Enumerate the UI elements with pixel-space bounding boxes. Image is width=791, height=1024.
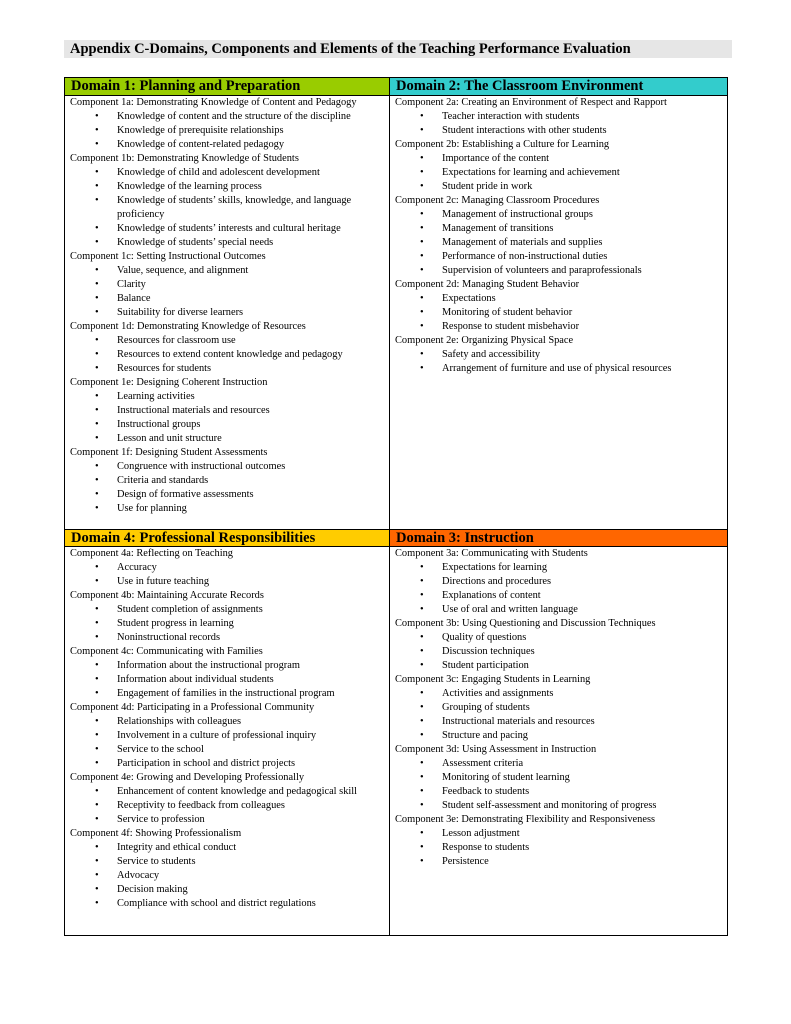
- element-item: • Monitoring of student learning: [395, 771, 723, 785]
- domain2-body: [390, 96, 727, 529]
- element-item: • Knowledge of students’ skills, knowledge, and language proficiency: [70, 194, 385, 222]
- element-item: • Service to students: [70, 855, 385, 869]
- component-heading: Component 1a: Demonstrating Knowledge of Content and Pedagogy: [70, 97, 357, 108]
- element-item: • Value, sequence, and alignment: [70, 264, 385, 278]
- component-heading: Component 4b: Maintaining Accurate Records: [70, 590, 264, 601]
- element-list: [395, 208, 723, 278]
- domain1-cell: [65, 78, 390, 529]
- element-item: • Resources for classroom use: [70, 334, 385, 348]
- element-item: • Lesson adjustment: [395, 827, 723, 841]
- component-heading: Component 1f: Designing Student Assessments: [70, 447, 268, 458]
- element-item: • Instructional groups: [70, 418, 385, 432]
- element-list: [70, 603, 385, 645]
- element-item: • Relationships with colleagues: [70, 715, 385, 729]
- element-list: [395, 631, 723, 673]
- element-item: • Discussion techniques: [395, 645, 723, 659]
- element-list: [395, 827, 723, 869]
- element-item: • Criteria and standards: [70, 474, 385, 488]
- element-item: • Noninstructional records: [70, 631, 385, 645]
- element-list: [395, 561, 723, 617]
- element-item: • Student progress in learning: [70, 617, 385, 631]
- element-item: • Decision making: [70, 883, 385, 897]
- component-heading: Component 1d: Demonstrating Knowledge of Resources: [70, 321, 306, 332]
- element-list: [70, 390, 385, 446]
- element-list: [70, 715, 385, 771]
- domain3-body: [390, 547, 727, 935]
- domain1-body: [65, 96, 389, 529]
- element-item: • Suitability for diverse learners: [70, 306, 385, 320]
- domain3-header: Domain 3: Instruction: [390, 529, 727, 547]
- element-list: [395, 152, 723, 194]
- component-heading: Component 1e: Designing Coherent Instruction: [70, 377, 268, 388]
- component-heading: Component 4c: Communicating with Families: [70, 646, 263, 657]
- element-item: • Assessment criteria: [395, 757, 723, 771]
- element-item: • Information about the instructional program: [70, 659, 385, 673]
- element-item: • Grouping of students: [395, 701, 723, 715]
- element-item: • Student self-assessment and monitoring of progress: [395, 799, 723, 813]
- domain4-body: [65, 547, 389, 935]
- component-heading: Component 1b: Demonstrating Knowledge of Students: [70, 153, 299, 164]
- component-heading: Component 3b: Using Questioning and Discussion Techniques: [395, 618, 656, 629]
- element-item: • Compliance with school and district regulations: [70, 897, 385, 911]
- element-item: • Monitoring of student behavior: [395, 306, 723, 320]
- domain2-cell: [390, 78, 727, 529]
- element-item: • Importance of the content: [395, 152, 723, 166]
- domain2-header: Domain 2: The Classroom Environment: [390, 78, 727, 96]
- element-list: [70, 659, 385, 701]
- element-list: [70, 264, 385, 320]
- element-item: • Structure and pacing: [395, 729, 723, 743]
- component-heading: Component 3e: Demonstrating Flexibility and Responsiveness: [395, 814, 656, 825]
- element-item: • Enhancement of content knowledge and pedagogical skill: [70, 785, 385, 799]
- element-item: • Engagement of families in the instructional program: [70, 687, 385, 701]
- element-item: • Teacher interaction with students: [395, 110, 723, 124]
- element-item: • Information about individual students: [70, 673, 385, 687]
- component-heading: Component 2a: Creating an Environment of Respect and Rapport: [395, 97, 667, 108]
- component-heading: Component 4f: Showing Professionalism: [70, 828, 242, 839]
- element-item: • Supervision of volunteers and paraprofessionals: [395, 264, 723, 278]
- component-heading: Component 4a: Reflecting on Teaching: [70, 548, 233, 559]
- element-item: • Expectations: [395, 292, 723, 306]
- element-item: • Feedback to students: [395, 785, 723, 799]
- element-item: • Advocacy: [70, 869, 385, 883]
- element-list: [70, 841, 385, 911]
- element-item: • Congruence with instructional outcomes: [70, 460, 385, 474]
- component-heading: Component 2b: Establishing a Culture for Learning: [395, 139, 610, 150]
- element-item: • Knowledge of content-related pedagogy: [70, 138, 385, 152]
- element-item: • Response to student misbehavior: [395, 320, 723, 334]
- element-item: • Arrangement of furniture and use of physical resources: [395, 362, 723, 376]
- element-item: • Clarity: [70, 278, 385, 292]
- element-list: [395, 687, 723, 743]
- domain4-cell: [65, 529, 390, 935]
- element-item: • Management of transitions: [395, 222, 723, 236]
- component-heading: Component 4e: Growing and Developing Professionally: [70, 772, 305, 783]
- element-item: • Knowledge of students’ interests and cultural heritage: [70, 222, 385, 236]
- element-item: • Safety and accessibility: [395, 348, 723, 362]
- component-heading: Component 4d: Participating in a Professional Community: [70, 702, 315, 713]
- element-item: • Service to the school: [70, 743, 385, 757]
- element-item: • Activities and assignments: [395, 687, 723, 701]
- element-item: • Knowledge of the learning process: [70, 180, 385, 194]
- element-item: • Management of materials and supplies: [395, 236, 723, 250]
- element-list: [70, 460, 385, 516]
- page-title: Appendix C-Domains, Components and Elements of the Teaching Performance Evaluation: [64, 40, 732, 58]
- element-item: • Management of instructional groups: [395, 208, 723, 222]
- element-item: • Accuracy: [70, 561, 385, 575]
- element-item: • Response to students: [395, 841, 723, 855]
- element-item: • Performance of non-instructional duties: [395, 250, 723, 264]
- element-item: • Quality of questions: [395, 631, 723, 645]
- element-item: • Student participation: [395, 659, 723, 673]
- element-item: • Instructional materials and resources: [395, 715, 723, 729]
- element-list: [70, 785, 385, 827]
- element-item: • Instructional materials and resources: [70, 404, 385, 418]
- component-heading: Component 3c: Engaging Students in Learning: [395, 674, 591, 685]
- element-item: • Integrity and ethical conduct: [70, 841, 385, 855]
- element-list: [395, 292, 723, 334]
- element-item: • Knowledge of child and adolescent development: [70, 166, 385, 180]
- element-list: [70, 334, 385, 376]
- element-item: • Explanations of content: [395, 589, 723, 603]
- domain1-header: Domain 1: Planning and Preparation: [65, 78, 389, 96]
- element-list: [70, 561, 385, 589]
- element-item: • Participation in school and district projects: [70, 757, 385, 771]
- element-item: • Student completion of assignments: [70, 603, 385, 617]
- element-item: • Knowledge of content and the structure of the discipline: [70, 110, 385, 124]
- element-item: • Knowledge of prerequisite relationships: [70, 124, 385, 138]
- domain4-header: Domain 4: Professional Responsibilities: [65, 529, 389, 547]
- element-list: [395, 110, 723, 138]
- element-item: • Directions and procedures: [395, 575, 723, 589]
- domain3-cell: [390, 529, 727, 935]
- element-item: • Use in future teaching: [70, 575, 385, 589]
- element-item: • Use for planning: [70, 502, 385, 516]
- element-item: • Resources for students: [70, 362, 385, 376]
- element-item: • Involvement in a culture of professional inquiry: [70, 729, 385, 743]
- element-item: • Learning activities: [70, 390, 385, 404]
- element-list: [70, 110, 385, 152]
- element-list: [70, 166, 385, 250]
- element-list: [395, 348, 723, 376]
- component-heading: Component 3d: Using Assessment in Instruction: [395, 744, 597, 755]
- component-heading: Component 2e: Organizing Physical Space: [395, 335, 574, 346]
- element-item: • Knowledge of students’ special needs: [70, 236, 385, 250]
- element-list: [395, 757, 723, 813]
- element-item: • Resources to extend content knowledge and pedagogy: [70, 348, 385, 362]
- element-item: • Receptivity to feedback from colleagues: [70, 799, 385, 813]
- component-heading: Component 1c: Setting Instructional Outcomes: [70, 251, 266, 262]
- component-heading: Component 2c: Managing Classroom Procedures: [395, 195, 600, 206]
- element-item: • Use of oral and written language: [395, 603, 723, 617]
- element-item: • Lesson and unit structure: [70, 432, 385, 446]
- element-item: • Persistence: [395, 855, 723, 869]
- domains-table: [64, 77, 728, 936]
- element-item: • Expectations for learning: [395, 561, 723, 575]
- element-item: • Expectations for learning and achievement: [395, 166, 723, 180]
- element-item: • Student pride in work: [395, 180, 723, 194]
- element-item: • Balance: [70, 292, 385, 306]
- component-heading: Component 2d: Managing Student Behavior: [395, 279, 580, 290]
- element-item: • Service to profession: [70, 813, 385, 827]
- component-heading: Component 3a: Communicating with Students: [395, 548, 588, 559]
- element-item: • Design of formative assessments: [70, 488, 385, 502]
- element-item: • Student interactions with other students: [395, 124, 723, 138]
